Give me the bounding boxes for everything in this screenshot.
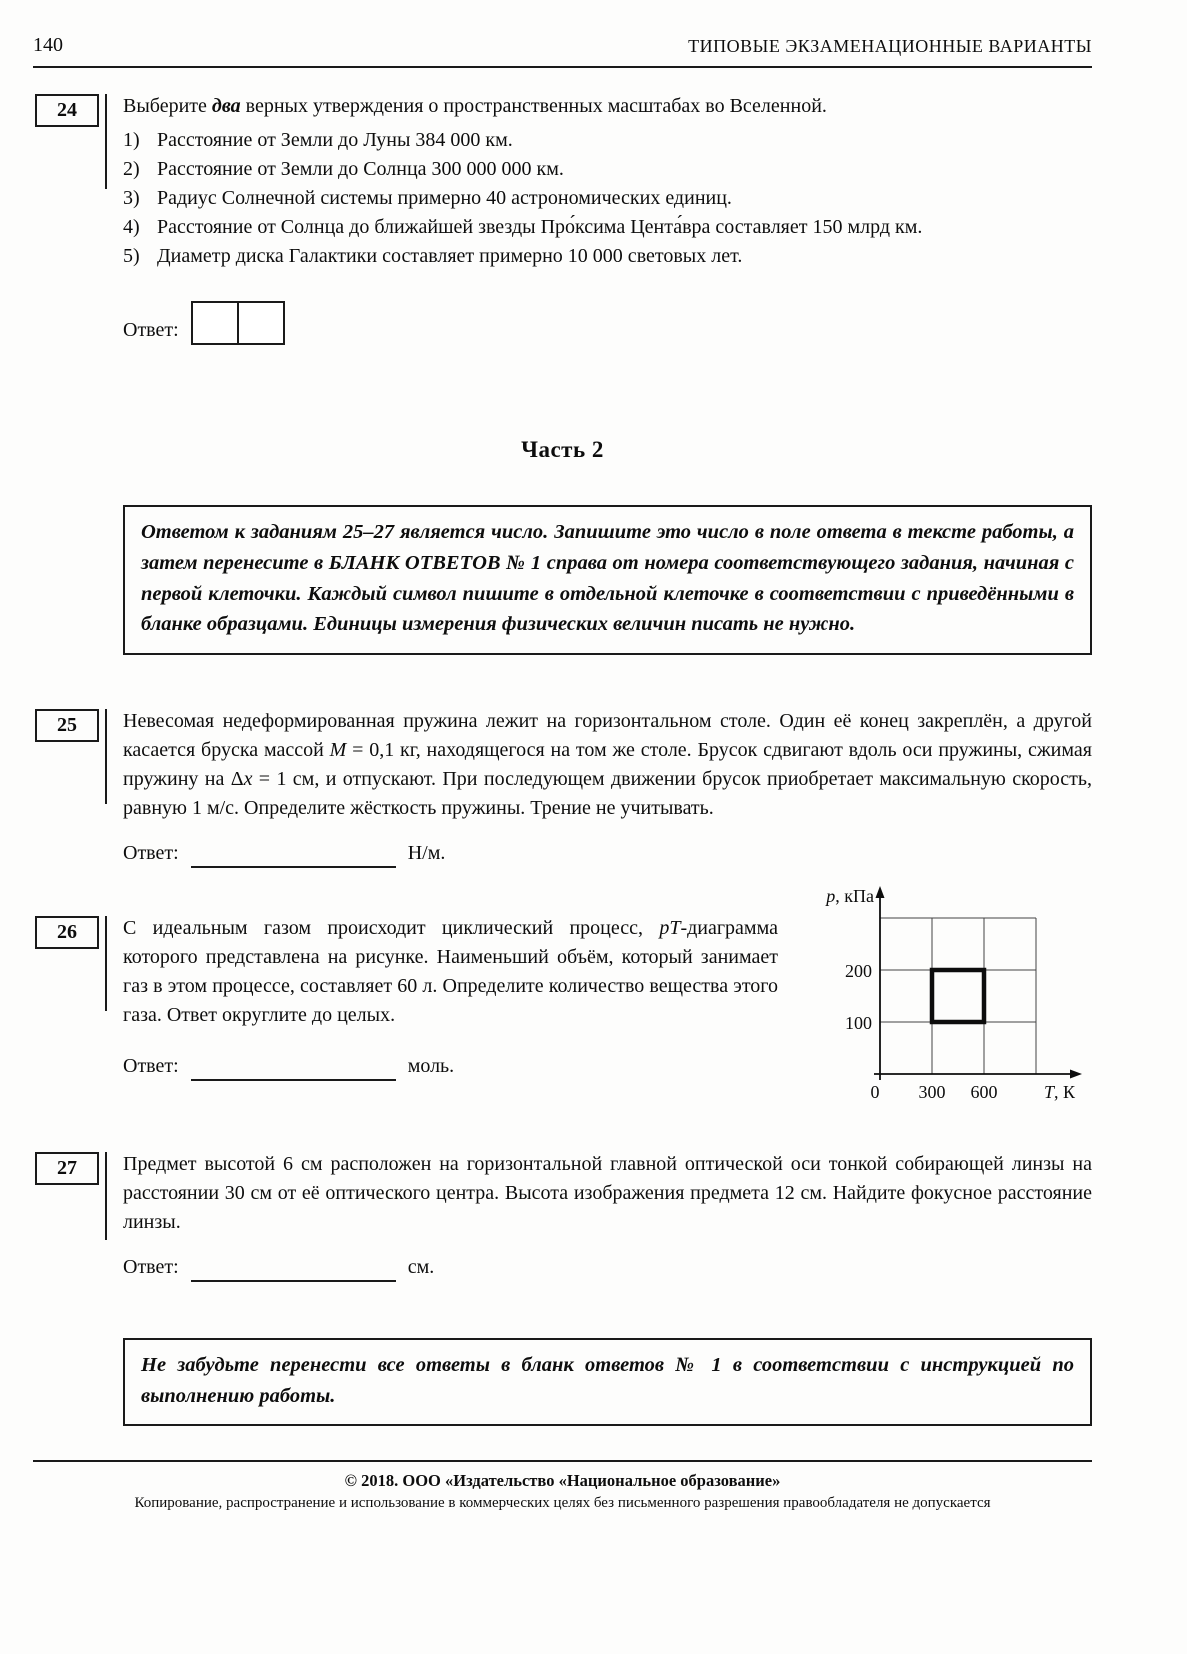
question-24-text: Выберите два верных утверждения о пространственных масштабах во Вселенной. [123,95,827,117]
question-27-number-box: 27 [35,1152,99,1185]
answer-label: Ответ: [123,319,179,341]
question-24-options [123,126,1092,271]
x-tick-600: 600 [970,1082,998,1102]
x-axis-arrow [1070,1070,1082,1079]
page-footer [33,1460,1092,1512]
question-24-number-box: 24 [35,94,99,127]
question-25-text: Невесомая недеформированная пружина лежит на горизонтальном столе. Один её конец закреплён, а другой касается бруска массой M = 0,1 кг, находящегося на том же столе. Брусок сдвигают вдоль оси пружины, сжимая пружину на Δx = 1 см, и отпускают. При последующем движении брусок приобретает максимальную скорость, равную 1 м/с. Определите жёсткость пружины. Трение не учитывать. [123,710,1093,819]
answer-label: Ответ: [123,842,179,864]
answer-unit: моль. [407,1055,455,1077]
option-4-text: Расстояние от Солнца до ближайшей звезды Про́ксима Цента́вра составляет 150 млрд км. [157,216,923,238]
question-27-text: Предмет высотой 6 см расположен на горизонтальной главной оптической оси тонкой собирающей линзы на расстоянии 30 см от её оптического центра. Высота изображения предмета 12 см. Найдите фокусное расстояние линзы. [123,1153,1092,1233]
question-26 [33,886,1092,1108]
question-25-number-box: 25 [35,709,99,742]
option-1 [123,126,1092,155]
question-25-answer-row [123,839,1092,868]
question-27-divider [105,1152,107,1240]
option-4 [123,213,1092,242]
part2-instruction-text: Ответом к заданиям 25–27 является число. Запишите это число в поле ответа в тексте работы, а затем перенесите в БЛАНК ОТВЕТОВ № 1 справа от номера соответствующего задания, начиная с первой клеточки. Каждый символ пишите в отдельной клеточке в соответствии с приведёнными в бланке образцами. Единицы измерения физических величин писать не нужно. [141,521,1074,636]
x-axis-label: T, К [1044,1082,1076,1102]
x-tick-300: 300 [918,1082,946,1102]
option-2 [123,155,1092,184]
option-3 [123,184,1092,213]
y-tick-100: 100 [845,1013,872,1033]
option-3-number: 3) [123,187,140,209]
header-title: ТИПОВЫЕ ЭКЗАМЕНАЦИОННЫЕ ВАРИАНТЫ [688,36,1092,56]
option-1-number: 1) [123,129,140,151]
part2-instruction-box [123,505,1092,655]
question-26-divider [105,916,107,1011]
x-tick-0: 0 [870,1082,880,1102]
answer-blank [191,844,396,868]
cycle-rectangle [932,970,984,1022]
option-5-text: Диаметр диска Галактики составляет примерно 10 000 световых лет. [157,245,743,267]
legal-line: Копирование, распространение и использование в коммерческих целях без письменного разрешения правообладателя не допускается [134,1494,991,1511]
answer-cell-2 [237,301,285,345]
option-2-number: 2) [123,158,140,180]
option-2-text: Расстояние от Земли до Солнца 300 000 000 км. [157,158,564,180]
answer-unit: Н/м. [407,842,446,864]
question-27-answer-row [123,1253,1092,1282]
answer-label: Ответ: [123,1055,179,1077]
question-25-divider [105,709,107,804]
question-27 [33,1150,1092,1282]
pT-diagram-svg [780,884,1092,1108]
question-26-text: С идеальным газом происходит циклический процесс, pT-диаграмма которого представлена на рисунке. Наименьший объём, который занимает газ в этом процессе, составляет 60 л. Определите количество вещества этого газа. Ответ округлите до целых. [123,917,778,1026]
question-24-answer-row [123,301,1092,345]
question-24 [33,92,1092,345]
option-1-text: Расстояние от Земли до Луны 384 000 км. [157,129,513,151]
question-24-number-column [33,92,107,345]
question-26-answer-row [123,1052,778,1081]
copyright-line: © 2018. ООО «Издательство «Национальное образование» [344,1470,781,1490]
y-tick-200: 200 [845,961,872,981]
part2-title: Часть 2 [521,437,604,462]
page-number: 140 [33,34,63,56]
option-5-number: 5) [123,245,140,267]
answer-label: Ответ: [123,1256,179,1278]
pT-diagram [778,884,1092,1108]
page-header [33,34,1092,68]
answer-cell-1 [191,301,239,345]
y-axis-arrow [876,886,885,898]
question-26-number-column [33,914,107,1108]
reminder-note-text: Не забудьте перенести все ответы в бланк ответов № 1 в соответствии с инструкцией по выполнению работы. [141,1354,1074,1407]
question-27-number-column [33,1150,107,1282]
option-3-text: Радиус Солнечной системы примерно 40 астрономических единиц. [157,187,732,209]
reminder-note-box [123,1338,1092,1426]
answer-unit: см. [407,1256,435,1278]
question-25 [33,707,1092,868]
question-24-divider [105,94,107,189]
answer-grid [191,301,285,345]
option-4-number: 4) [123,216,140,238]
answer-blank [191,1258,396,1282]
question-25-number-column [33,707,107,868]
y-axis-label: p, кПа [826,886,874,906]
option-5 [123,242,1092,271]
question-26-number-box: 26 [35,916,99,949]
answer-blank [191,1057,396,1081]
